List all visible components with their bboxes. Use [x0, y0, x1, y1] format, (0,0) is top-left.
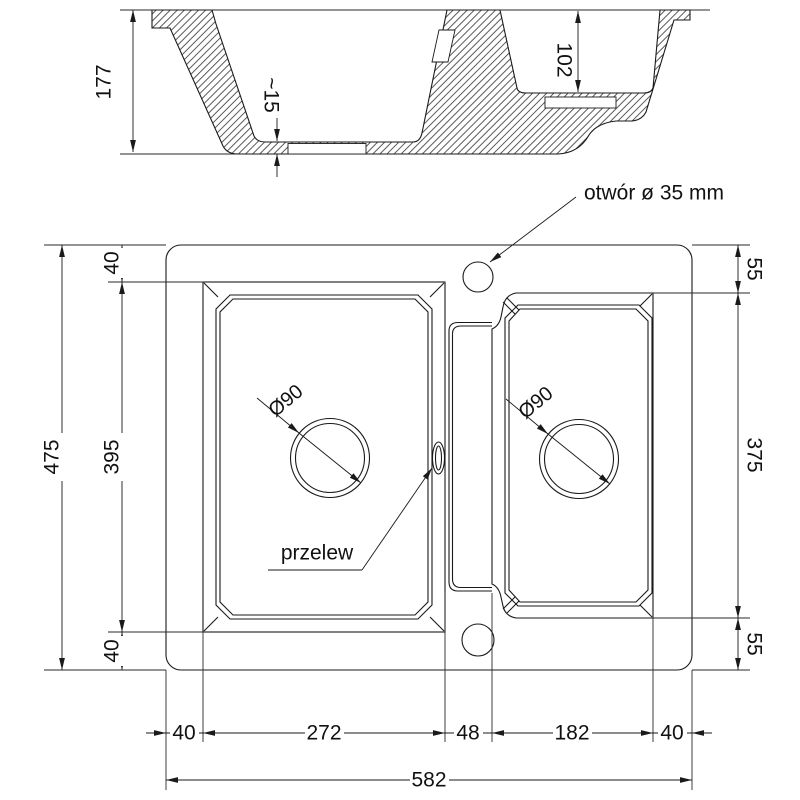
overflow-slot: [433, 442, 445, 474]
small-bowl-corner-bevels: [503, 294, 652, 617]
dim-divider-width: 48: [456, 721, 480, 745]
sink-material-section: [152, 10, 690, 154]
overflow-leader: [362, 468, 432, 570]
main-drain-label: Ø90: [264, 380, 308, 422]
dim-small-bowl-length: 375: [742, 437, 766, 473]
dim-right-bottom: 55: [742, 632, 766, 656]
dim-main-depth: 177: [92, 64, 116, 100]
small-bowl-inner-2: [509, 309, 648, 602]
dim-small-bowl-width: 182: [554, 721, 590, 745]
dim-left-bottom: 40: [100, 639, 124, 663]
small-bowl-rim: [492, 293, 653, 618]
main-bowl-rim: [203, 282, 445, 632]
extension-lines: [44, 245, 750, 790]
overflow-slot-inner: [436, 446, 442, 470]
main-drain-recess: [288, 144, 366, 155]
dim-main-bowl-width: 272: [306, 721, 342, 745]
lower-accessory-hole: [462, 624, 494, 656]
dim-bottom-left: 40: [172, 721, 196, 745]
main-bowl-corner-bevels: [204, 283, 444, 631]
dim-bottom-right: 40: [660, 721, 684, 745]
sink-cross-section: [120, 10, 710, 154]
dim-floor-thickness: ~15: [259, 77, 283, 113]
small-bowl-inner-1: [505, 305, 652, 606]
sink-outline-plan: [166, 245, 692, 670]
section-view: [93, 10, 711, 177]
plan-labels: [257, 182, 724, 571]
overflow-label: przelew: [280, 541, 354, 565]
dim-small-depth: 102: [552, 42, 576, 78]
small-drain-recess: [545, 97, 616, 108]
faucet-hole: [463, 262, 493, 292]
faucet-hole-leader: [490, 197, 576, 262]
plan-view: [41, 182, 767, 792]
dim-right-top: 55: [742, 257, 766, 281]
plan-dimensions: [41, 245, 767, 792]
faucet-hole-label: otwór ø 35 mm: [584, 181, 725, 205]
dim-left-top: 40: [100, 251, 124, 275]
dim-text-backers: [51, 248, 766, 790]
dim-main-bowl-length: 395: [100, 439, 124, 475]
divider-channel-outer: [449, 323, 492, 592]
small-drain-label: Ø90: [514, 382, 558, 424]
main-bowl-inner-2: [220, 299, 428, 615]
dim-overall-height: 475: [40, 439, 64, 475]
divider-channel-inner: [453, 326, 493, 588]
dim-overall-width: 582: [411, 768, 447, 792]
